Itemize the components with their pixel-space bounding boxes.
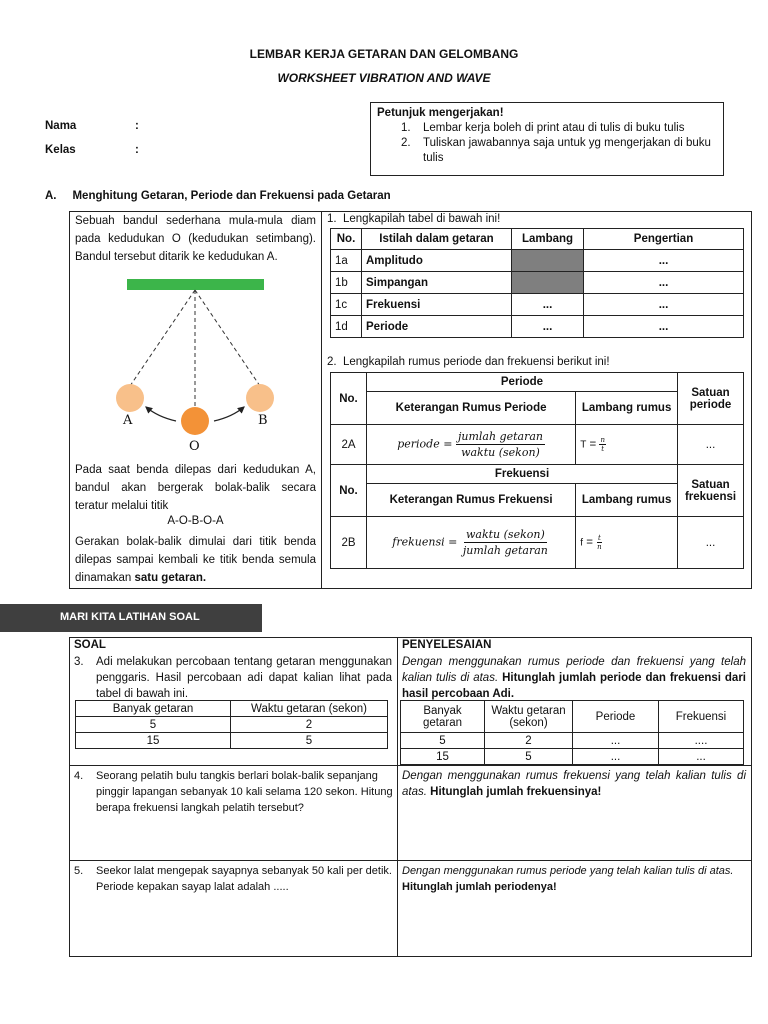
table-rumus (330, 372, 744, 569)
table1-header: No. (331, 229, 362, 250)
symbol-numerator: t (597, 534, 601, 542)
row-no: 1c (331, 294, 362, 316)
frekuensi-unit: ... (678, 517, 744, 569)
symbol-lhs: f (580, 537, 584, 549)
answer-bold: Hitunglah jumlah frekuensinya! (430, 786, 602, 798)
practice-divider (397, 637, 398, 957)
answer-cell: 5 (485, 749, 573, 765)
table-row (401, 733, 744, 749)
row-symbol: ... (512, 294, 584, 316)
table2-no-header: No. (331, 465, 367, 517)
table-row (76, 733, 388, 749)
label-a: A (123, 413, 133, 428)
row-meaning: ... (584, 294, 744, 316)
row-term: Periode (362, 316, 512, 338)
table-row-2b (331, 517, 744, 569)
kelas-label: Kelas (45, 144, 76, 156)
instruction-number: 2. (401, 137, 411, 149)
question-4 (74, 768, 394, 816)
soal-header: SOAL (74, 639, 106, 651)
table-row-2a (331, 425, 744, 465)
table-row (331, 316, 744, 338)
formula-denominator: waktu (sekon) (461, 446, 540, 459)
row-symbol (512, 250, 584, 272)
table2-caption: 2. Lengkapilah rumus periode dan frekuensi berikut ini! (327, 356, 610, 368)
symbol-fraction (599, 436, 606, 453)
row-term: Frekuensi (362, 294, 512, 316)
answer-cell: 2 (485, 733, 573, 749)
formula-lhs: frekuensi (392, 535, 445, 549)
row-meaning: ... (584, 272, 744, 294)
frekuensi-formula: frekuensi = $\frac{\text{waktu (sekon)}}{\text{jumlah getaran}}$ (366, 517, 575, 569)
satuan-periode-header: Satuan periode (678, 373, 744, 425)
table1-header: Lambang (512, 229, 584, 250)
string-a (130, 290, 195, 386)
practice-row-line (69, 860, 752, 861)
answer-cell: ... (659, 749, 744, 765)
formula-denominator: jumlah getaran (462, 544, 548, 557)
nama-colon: : (135, 120, 139, 132)
pendulum-motion-text: Pada saat benda dilepas dari kedudukan A, bandul akan bergerak bolak-balik secara teratur melalui titik (75, 464, 316, 512)
row-term: Simpangan (362, 272, 512, 294)
instruction-number: 1. (401, 122, 411, 134)
answer-4-instruction (402, 768, 746, 800)
answer-cell: 5 (401, 733, 485, 749)
practice-row-line (69, 765, 752, 766)
table-row (401, 749, 744, 765)
kelas-colon: : (135, 144, 139, 156)
pendulum-path: A-O-B-O-A (167, 515, 224, 527)
periode-symbol: T = $\frac{n}{t}$ (576, 425, 678, 465)
answer-cell: ... (573, 749, 659, 765)
answer-3-instruction (402, 654, 746, 702)
row-meaning: ... (584, 316, 744, 338)
table-row (331, 294, 744, 316)
table-row (331, 272, 744, 294)
lambang-header: Lambang rumus (576, 484, 678, 517)
periode-unit: ... (678, 425, 744, 465)
section-a-divider (321, 211, 322, 589)
label-b: B (258, 413, 268, 428)
row-2b-no: 2B (331, 517, 367, 569)
frekuensi-header: Frekuensi (366, 465, 677, 484)
row-2a-no: 2A (331, 425, 367, 465)
q3-cell: 15 (76, 733, 231, 749)
question-text: Adi melakukan percobaan tentang getaran menggunakan penggaris. Hasil percobaan adi dapat kalian lihat pada tabel di bawah ini. (96, 656, 392, 700)
q3-header: Waktu getaran (sekon) (231, 701, 388, 717)
q3-cell: 2 (231, 717, 388, 733)
answer-cell: .... (659, 733, 744, 749)
row-term: Amplitudo (362, 250, 512, 272)
getaran-definition (75, 533, 316, 587)
formula-fraction (461, 527, 550, 558)
instructions-box (370, 102, 724, 176)
question-number: 5. (74, 865, 84, 877)
frekuensi-desc-header: Keterangan Rumus Frekuensi (366, 484, 575, 517)
row-no: 1d (331, 316, 362, 338)
nama-label: Nama (45, 120, 77, 132)
string-b (195, 290, 260, 386)
question-number: 3. (74, 656, 84, 668)
q3-cell: 5 (231, 733, 388, 749)
answer-header: Periode (573, 701, 659, 733)
instruction-item (377, 136, 717, 166)
bob-a (116, 384, 144, 412)
answer-bold: Hitunglah jumlah periode dan frekuensi dari hasil percobaan Adi. (402, 672, 746, 700)
answer-text: Dengan menggunakan rumus periode dan frekuensi yang telah kalian tulis di atas. (402, 656, 746, 684)
row-symbol (512, 272, 584, 294)
getaran-definition-text: Gerakan bolak-balik dimulai dari titik benda dilepas sampai kembali ke titik benda semula dinamakan (75, 536, 316, 584)
periode-desc-header: Keterangan Rumus Periode (366, 392, 575, 425)
question-3 (74, 654, 392, 702)
question-text: Seorang pelatih bulu tangkis berlari bolak-balik sepanjang pinggir lapangan sebanyak 10 kali selama 120 sekon. Hitung berapa frekuensi langkah pelatih tersebut? (96, 770, 393, 814)
instruction-item (377, 121, 717, 136)
formula-fraction (456, 429, 545, 460)
label-o: O (189, 439, 200, 454)
instruction-text: Tuliskan jawabannya saja untuk yg mengerjakan di buku tulis (423, 137, 711, 164)
row-symbol: ... (512, 316, 584, 338)
answer-header: Waktu getaran (sekon) (485, 701, 573, 733)
arrow-right (214, 407, 244, 421)
q3-header: Banyak getaran (76, 701, 231, 717)
pendulum-beam (127, 279, 264, 290)
answer-cell: 15 (401, 749, 485, 765)
row-no: 1b (331, 272, 362, 294)
answer-5-instruction (402, 863, 748, 895)
table1-caption: 1. Lengkapilah tabel di bawah ini! (327, 213, 501, 225)
table2-no-header: No. (331, 373, 367, 425)
row-meaning: ... (584, 250, 744, 272)
question-number: 4. (74, 770, 84, 782)
table-row (76, 717, 388, 733)
periode-header: Periode (366, 373, 677, 392)
answer-text: Dengan menggunakan rumus frekuensi yang telah kalian tulis di atas. (402, 770, 746, 798)
penyelesaian-header: PENYELESAIAN (402, 639, 492, 651)
frekuensi-symbol: f = $\frac{t}{n}$ (576, 517, 678, 569)
instructions-title: Petunjuk mengerjakan! (377, 107, 504, 119)
answer-cell: ... (573, 733, 659, 749)
worksheet-subtitle: WORKSHEET VIBRATION AND WAVE (277, 71, 491, 85)
q3-answer-table (400, 700, 744, 765)
symbol-denominator: t (601, 445, 605, 453)
section-a-heading: A. Menghitung Getaran, Periode dan Frekuensi pada Getaran (45, 190, 391, 202)
answer-text: Dengan menggunakan rumus periode yang telah kalian tulis di atas. (402, 865, 734, 877)
practice-banner: MARI KITA LATIHAN SOAL (0, 604, 262, 632)
question-text: Seekor lalat mengepak sayapnya sebanyak 50 kali per detik. Periode kepakan sayap lalat adalah ..... (96, 865, 392, 893)
worksheet-title: LEMBAR KERJA GETARAN DAN GELOMBANG (249, 47, 519, 61)
row-no: 1a (331, 250, 362, 272)
q3-cell: 5 (76, 717, 231, 733)
symbol-fraction (596, 534, 603, 551)
formula-lhs: periode (397, 437, 440, 451)
q3-data-table (75, 700, 388, 749)
formula-numerator: jumlah getaran (457, 430, 543, 443)
answer-bold: Hitunglah jumlah periodenya! (402, 881, 557, 893)
question-5 (74, 863, 394, 895)
instruction-text: Lembar kerja boleh di print atau di tulis di buku tulis (423, 122, 685, 134)
table-istilah (330, 228, 744, 338)
table1-header: Istilah dalam getaran (362, 229, 512, 250)
arrow-left (146, 407, 176, 421)
formula-numerator: waktu (sekon) (466, 528, 545, 541)
answer-header: Frekuensi (659, 701, 744, 733)
pendulum-intro: Sebuah bandul sederhana mula-mula diam pada kedudukan O (kedudukan setimbang). Bandul tersebut ditarik ke kedudukan A. (75, 215, 316, 263)
bob-b (246, 384, 274, 412)
lambang-header: Lambang rumus (576, 392, 678, 425)
bob-o (181, 407, 209, 435)
symbol-numerator: n (600, 436, 605, 444)
table-row (331, 250, 744, 272)
answer-header: Banyak getaran (401, 701, 485, 733)
pendulum-diagram (110, 275, 290, 460)
satuan-frekuensi-header: Satuan frekuensi (678, 465, 744, 517)
symbol-denominator: n (597, 543, 602, 551)
getaran-definition-bold: satu getaran. (134, 572, 207, 584)
table1-header: Pengertian (584, 229, 744, 250)
symbol-lhs: T (580, 439, 587, 451)
periode-formula: periode = $\frac{\text{jumlah getaran}}{\text{waktu (sekon)}}$ (366, 425, 575, 465)
